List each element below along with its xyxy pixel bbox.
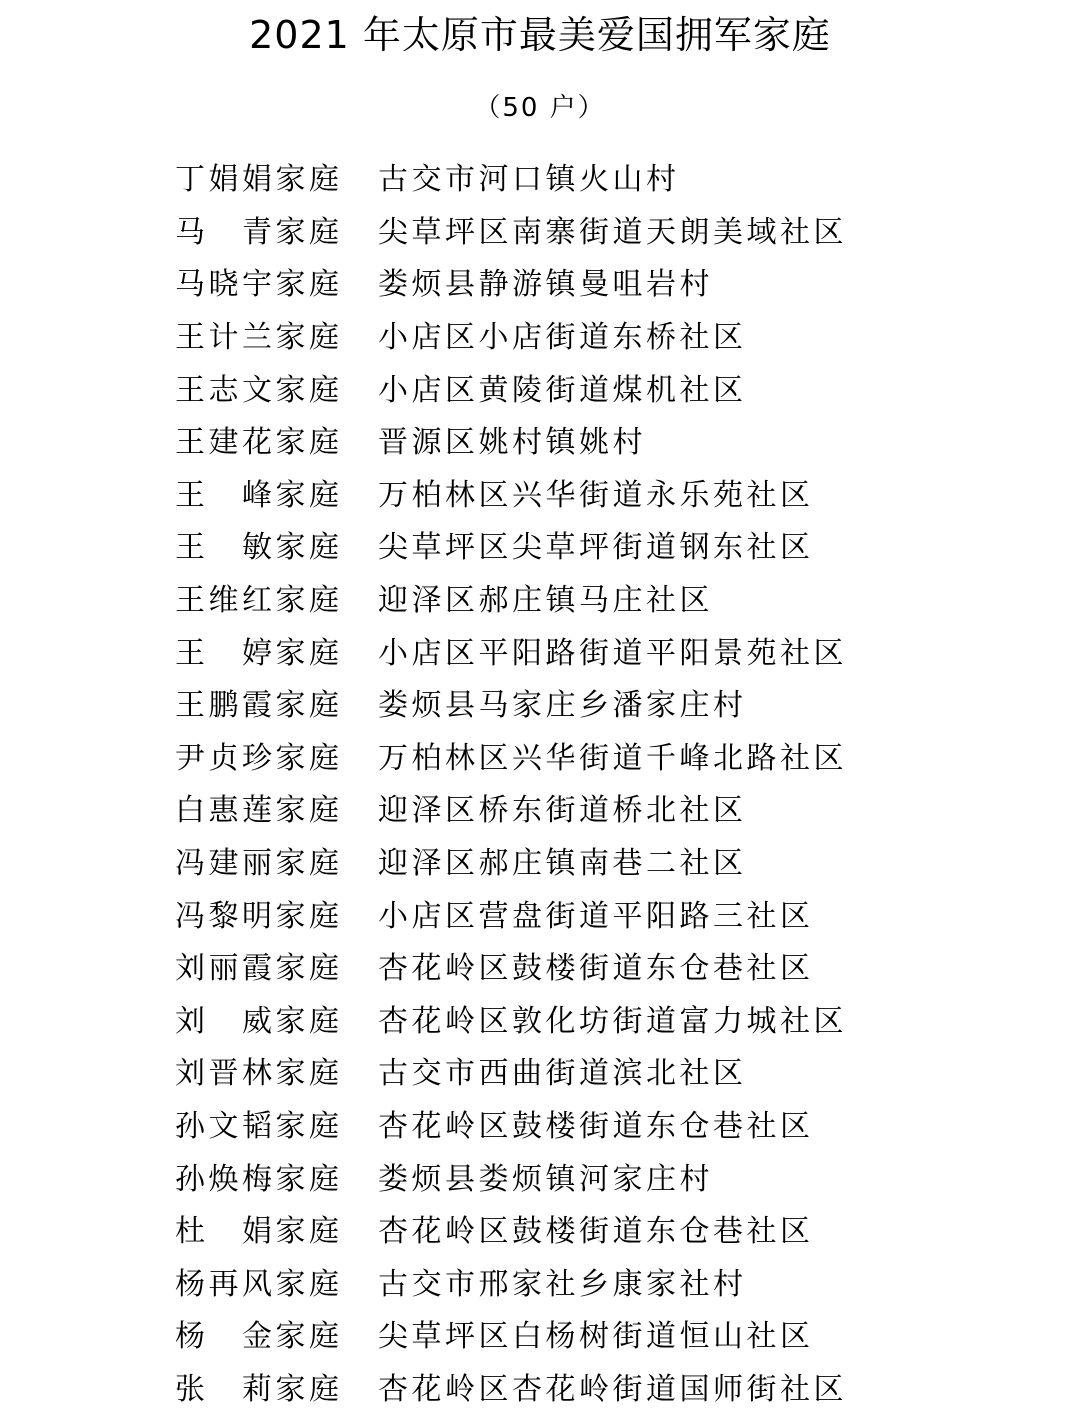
family-row [175, 781, 1055, 834]
family-row [175, 255, 1055, 308]
family-list [175, 150, 1055, 1412]
family-address: 杏花岭区鼓楼街道东仓巷社区 [378, 1108, 814, 1144]
family-row [175, 1202, 1055, 1255]
family-name: 冯黎明家庭 [175, 898, 343, 934]
family-row [175, 1044, 1055, 1097]
family-row [175, 1254, 1055, 1307]
family-name: 王 敏家庭 [175, 530, 343, 566]
family-name: 王维红家庭 [175, 583, 343, 619]
family-address: 尖草坪区白杨树街道恒山社区 [378, 1319, 814, 1355]
family-name: 刘 威家庭 [175, 1003, 343, 1039]
family-address: 尖草坪区南寨街道天朗美域社区 [378, 214, 847, 250]
household-count: （50 户） [474, 93, 606, 123]
family-address: 小店区平阳路街道平阳景苑社区 [378, 635, 847, 671]
family-row [175, 1307, 1055, 1360]
family-name: 白惠莲家庭 [175, 793, 343, 829]
document-title: 2021 年太原市最美爱国拥军家庭 [249, 13, 831, 57]
family-name: 杨再风家庭 [175, 1266, 343, 1302]
family-name: 刘晋林家庭 [175, 1056, 343, 1092]
family-name: 王计兰家庭 [175, 320, 343, 356]
family-address: 古交市邢家社乡康家社村 [378, 1266, 747, 1302]
family-row [175, 623, 1055, 676]
family-row [175, 360, 1055, 413]
family-row [175, 308, 1055, 361]
family-address: 古交市河口镇火山村 [378, 162, 680, 198]
family-address: 迎泽区桥东街道桥北社区 [378, 793, 747, 829]
family-address: 小店区营盘街道平阳路三社区 [378, 898, 814, 934]
family-row [175, 729, 1055, 782]
family-name: 杜 娟家庭 [175, 1214, 343, 1250]
family-row [175, 939, 1055, 992]
family-name: 刘丽霞家庭 [175, 951, 343, 987]
family-row [175, 1149, 1055, 1202]
family-address: 杏花岭区鼓楼街道东仓巷社区 [378, 951, 814, 987]
family-address: 万柏林区兴华街道千峰北路社区 [378, 740, 847, 776]
family-name: 马 青家庭 [175, 214, 343, 250]
family-address: 杏花岭区敦化坊街道富力城社区 [378, 1003, 847, 1039]
family-name: 尹贞珍家庭 [175, 740, 343, 776]
family-name: 张 莉家庭 [175, 1371, 343, 1407]
family-address: 杏花岭区杏花岭街道国师街社区 [378, 1371, 847, 1407]
family-address: 小店区黄陵街道煤机社区 [378, 372, 747, 408]
family-row [175, 992, 1055, 1045]
family-row [175, 150, 1055, 203]
family-row [175, 571, 1055, 624]
family-address: 小店区小店街道东桥社区 [378, 320, 747, 356]
family-address: 晋源区姚村镇姚村 [378, 425, 646, 461]
family-address: 迎泽区郝庄镇马庄社区 [378, 583, 713, 619]
family-name: 王 婷家庭 [175, 635, 343, 671]
family-row [175, 1360, 1055, 1412]
family-name: 王鹏霞家庭 [175, 688, 343, 724]
family-address: 迎泽区郝庄镇南巷二社区 [378, 846, 747, 882]
family-name: 孙焕梅家庭 [175, 1161, 343, 1197]
family-address: 尖草坪区尖草坪街道钢东社区 [378, 530, 814, 566]
family-address: 万柏林区兴华街道永乐苑社区 [378, 477, 814, 513]
family-row [175, 834, 1055, 887]
family-address: 娄烦县马家庄乡潘家庄村 [378, 688, 747, 724]
family-address: 娄烦县静游镇曼咀岩村 [378, 267, 713, 303]
family-address: 杏花岭区鼓楼街道东仓巷社区 [378, 1214, 814, 1250]
family-name: 杨 金家庭 [175, 1319, 343, 1355]
family-name: 冯建丽家庭 [175, 846, 343, 882]
family-name: 丁娟娟家庭 [175, 162, 343, 198]
family-name: 王志文家庭 [175, 372, 343, 408]
family-row [175, 886, 1055, 939]
family-name: 马晓宇家庭 [175, 267, 343, 303]
family-name: 王 峰家庭 [175, 477, 343, 513]
family-row [175, 518, 1055, 571]
family-row [175, 413, 1055, 466]
family-address: 古交市西曲街道滨北社区 [378, 1056, 747, 1092]
family-row [175, 466, 1055, 519]
family-row [175, 1097, 1055, 1150]
family-name: 孙文韬家庭 [175, 1108, 343, 1144]
family-address: 娄烦县娄烦镇河家庄村 [378, 1161, 713, 1197]
family-name: 王建花家庭 [175, 425, 343, 461]
family-row [175, 203, 1055, 256]
family-row [175, 676, 1055, 729]
